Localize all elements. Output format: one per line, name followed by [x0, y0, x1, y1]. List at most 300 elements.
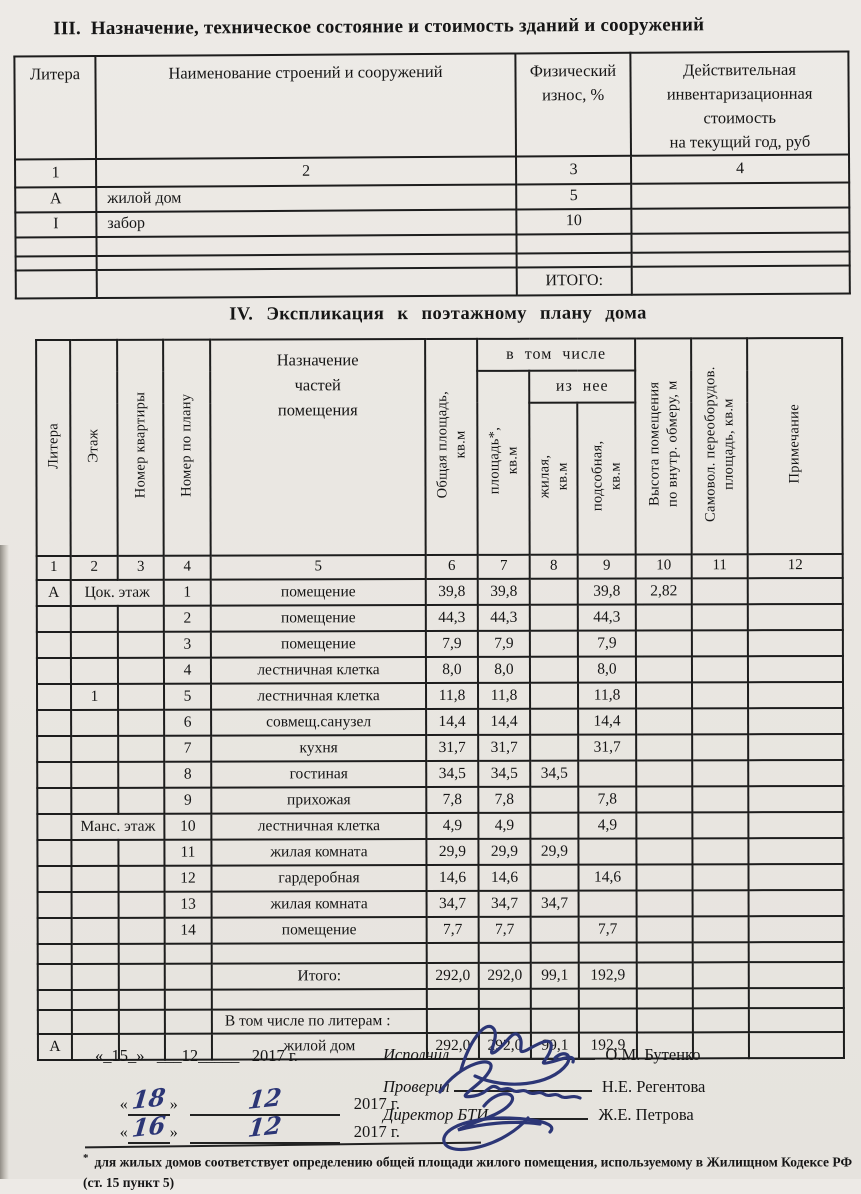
cell-building-name: жилой дом [96, 184, 516, 212]
header-aux-label: подсобная, кв.м [589, 440, 624, 512]
col-number: 11 [692, 554, 748, 578]
empty-cell [97, 267, 517, 298]
total-value [632, 265, 850, 294]
table-row [37, 838, 843, 866]
section-buildings-value [13, 13, 849, 299]
cell-area: 44,3 [478, 605, 530, 631]
empty-cell [427, 989, 479, 1009]
table-row [37, 656, 843, 684]
cell-purpose: лестничная клетка [211, 813, 426, 840]
cell-floor [71, 606, 118, 632]
footnote-text-2: (ст. 15 пункт 5) [83, 1175, 175, 1191]
cell-area: 29,9 [478, 839, 530, 865]
table-row [37, 786, 843, 814]
explication-table [35, 337, 845, 1061]
cell-aux: 8,0 [578, 656, 636, 682]
cell-aux: 14,4 [578, 708, 636, 734]
cell-area: 31,7 [478, 735, 530, 761]
cell-aux: 11,8 [578, 682, 636, 708]
cell-note [749, 1008, 844, 1032]
table-row [37, 682, 843, 710]
cell-living [530, 683, 578, 709]
header-litera: Литера [14, 56, 96, 159]
cell-litera: А [37, 580, 71, 606]
cell-plan-num: 5 [164, 684, 211, 710]
cell-floor [72, 1010, 119, 1034]
cell-note [748, 604, 843, 630]
cell-height [636, 864, 692, 890]
header-flat-number-label: Номер квартиры [132, 392, 149, 499]
empty-cell [16, 256, 97, 270]
date-line-1: «_15_» ___12_____ 2017 г. [95, 1046, 298, 1065]
empty-cell [16, 270, 97, 298]
cell-floor [71, 710, 118, 736]
cell-purpose: помещение [211, 605, 426, 632]
signer-role: Директор БТИ [383, 1105, 489, 1124]
empty-cell [72, 944, 119, 964]
cell-area: 292,0 [479, 1033, 531, 1059]
cell-floor: Цок. этаж [71, 580, 164, 606]
cell-litera [38, 918, 72, 944]
cell-height [636, 812, 692, 838]
cell-total-area: 31,7 [426, 735, 478, 761]
header-physical-wear: Физический износ, % [515, 53, 631, 156]
cell-litera [38, 964, 72, 990]
cell-floor [71, 762, 118, 788]
cell-unauth [692, 864, 748, 890]
header-living-label: жилая, кв.м [536, 454, 571, 499]
cell-flat [118, 840, 164, 866]
cell-litera [37, 658, 71, 684]
total-label: Итого: [212, 963, 427, 990]
col-number: 7 [478, 555, 530, 579]
header-of-it-group: из нее [529, 370, 635, 402]
cell-plan-num: 3 [164, 632, 211, 658]
signer-name: Н.Е. Регентова [601, 1077, 706, 1096]
empty-cell [427, 943, 479, 963]
cell-total-area: 292,0 [427, 963, 479, 989]
cell-total-area: 292,0 [427, 1033, 479, 1059]
cell-note [748, 682, 843, 708]
handwritten-day: 16 [130, 1110, 167, 1143]
cell-flat [118, 606, 164, 632]
cell-plan-num: 11 [164, 840, 211, 866]
col-number: 4 [164, 556, 211, 580]
header-area [477, 371, 529, 555]
cell-aux: 192,9 [579, 962, 637, 988]
cell-unauth [693, 890, 749, 916]
empty-cell [96, 234, 516, 256]
col-number: 5 [211, 555, 426, 580]
cell-area: 7,7 [479, 917, 531, 943]
header-floor-label: Этаж [85, 428, 102, 463]
cell-purpose: жилая комната [212, 891, 427, 918]
cell-purpose: совмещ.санузел [211, 709, 426, 736]
total-row [16, 265, 850, 298]
cell-note [748, 786, 843, 812]
cell-living: 34,5 [530, 761, 578, 787]
cell-aux: 31,7 [578, 734, 636, 760]
cell-litera: I [15, 212, 96, 237]
empty-cell [72, 990, 119, 1010]
cell-plan-num: 7 [164, 736, 211, 762]
col-number: 1 [15, 159, 96, 187]
cell-unauth [692, 786, 748, 812]
header-row-1 [36, 338, 842, 372]
col-number: 6 [426, 555, 478, 579]
cell-height [636, 604, 692, 630]
header-note [747, 338, 843, 554]
cell-plan-num: 9 [164, 788, 211, 814]
cell-floor [71, 632, 118, 658]
cell-aux [579, 890, 637, 916]
cell-aux: 4,9 [578, 812, 636, 838]
cell-total-area: 11,8 [426, 683, 478, 709]
cell-plan-num: 6 [164, 710, 211, 736]
cell-plan-num: 13 [165, 892, 212, 918]
cell-value [631, 207, 849, 233]
cell-litera [37, 632, 71, 658]
header-height [635, 338, 692, 554]
section-explication [35, 303, 843, 1061]
footnote-text: для жилых домов соответствует определению общей площади жилого помещения, используемому в Жилищном Кодексе РФ [94, 1154, 853, 1170]
cell-living [531, 917, 579, 943]
cell-area: 4,9 [478, 813, 530, 839]
cell-total-area: 7,8 [426, 787, 478, 813]
cell-area: 11,8 [478, 683, 530, 709]
cell-purpose: прихожая [211, 787, 426, 814]
cell-area: 14,6 [478, 865, 530, 891]
cell-height [636, 838, 692, 864]
cell-total-area: 4,9 [426, 813, 478, 839]
empty-cell [119, 944, 165, 964]
cell-litera [38, 1010, 72, 1034]
cell-flat [118, 866, 164, 892]
table-row [38, 890, 844, 918]
signer-name: О.М. Бутенко [605, 1045, 701, 1064]
empty-cell [693, 942, 749, 962]
empty-cell [119, 990, 165, 1010]
cell-unauth [692, 682, 748, 708]
cell-area: 7,9 [478, 631, 530, 657]
cell-note [748, 630, 843, 656]
quote-open: « [119, 1096, 128, 1113]
cell-area: 39,8 [478, 579, 530, 605]
cell-unauth [692, 578, 748, 604]
cell-litera: А [15, 187, 96, 212]
cell-note [748, 864, 843, 890]
empty-cell [693, 988, 749, 1008]
cell-height [637, 916, 693, 942]
year-label: 2017 г. [353, 1094, 400, 1113]
section4-title: IV. Экспликация к поэтажному плану дома [229, 303, 647, 325]
cell-wear: 10 [516, 208, 631, 234]
cell-floor [72, 918, 119, 944]
by-litera-row [38, 1008, 844, 1034]
cell-building-name: забор [96, 209, 516, 237]
cell-litera [37, 840, 71, 866]
empty-cell [637, 988, 693, 1008]
cell-floor [72, 892, 119, 918]
year-label: 2017 г. [353, 1122, 400, 1141]
cell-note [748, 578, 843, 604]
table-row [37, 760, 843, 788]
cell-total-area: 29,9 [426, 839, 478, 865]
header-inventory-value: Действительная инвентаризационная стоимость на текущий год, руб [630, 51, 849, 155]
cell-total-area: 8,0 [426, 657, 478, 683]
empty-cell [212, 943, 427, 964]
empty-cell [637, 942, 693, 962]
col-number: 3 [118, 556, 164, 580]
table-row [37, 578, 843, 606]
cell-floor [71, 866, 118, 892]
cell-floor [71, 788, 118, 814]
cell-flat [118, 658, 164, 684]
cell-plan-num: 2 [164, 606, 211, 632]
cell-flat [119, 1010, 165, 1034]
cell-unauth [693, 916, 749, 942]
empty-cell [38, 944, 72, 964]
cell-note [749, 916, 844, 942]
cell-flat [118, 684, 164, 710]
empty-cell [531, 989, 579, 1009]
cell-purpose: жилая комната [211, 839, 426, 866]
cell-purpose: лестничная клетка [211, 683, 426, 710]
by-litera-label: В том числе по литерам : [212, 1009, 427, 1034]
cell-plan-num: 8 [164, 762, 211, 788]
cell-living [530, 709, 578, 735]
cell-aux: 14,6 [578, 864, 636, 890]
cell-living: 99,1 [531, 963, 579, 989]
cell-living [530, 657, 578, 683]
handwritten-month: 12 [246, 1110, 283, 1143]
cell-litera [37, 762, 71, 788]
total-label: ИТОГО: [517, 266, 632, 295]
cell-total-area: 39,8 [426, 579, 478, 605]
cell-aux: 7,8 [578, 786, 636, 812]
cell-note [748, 760, 843, 786]
header-plan-number-label: Номер по плану [178, 393, 195, 497]
cell-flat [119, 964, 165, 990]
cell-unauth [692, 838, 748, 864]
cell-height [636, 760, 692, 786]
handwritten-month: 12 [246, 1082, 283, 1115]
cell-living [530, 605, 578, 631]
cell-flat [118, 632, 164, 658]
cell-wear: 5 [516, 183, 631, 209]
header-unauthorized-label: Самовол. переоборудов. площадь, кв.м [702, 365, 737, 522]
empty-cell [479, 943, 531, 963]
cell-note [748, 656, 843, 682]
header-living [529, 403, 577, 555]
cell-note [748, 708, 843, 734]
cell-unauth [692, 812, 748, 838]
cell-flat [119, 892, 165, 918]
cell-total-area: 14,4 [426, 709, 478, 735]
cell-area: 7,8 [478, 787, 530, 813]
cell-height [636, 708, 692, 734]
cell-purpose: жилой дом [212, 1033, 427, 1060]
empty-cell [749, 942, 844, 962]
empty-cell [479, 989, 531, 1009]
table-row [37, 630, 843, 658]
cell-living [530, 865, 578, 891]
quote-close: » [169, 1124, 178, 1141]
cell-plan-num: 12 [164, 866, 211, 892]
cell-living [530, 813, 578, 839]
cell-purpose: помещение [212, 917, 427, 944]
cell-aux [578, 760, 636, 786]
cell-purpose: кухня [211, 735, 426, 762]
empty-cell [15, 237, 96, 256]
empty-cell [212, 989, 427, 1010]
col-number: 12 [748, 554, 843, 578]
col-number: 4 [631, 154, 849, 183]
cell-plan-num: 4 [164, 658, 211, 684]
cell-litera [38, 892, 72, 918]
cell-purpose: гардеробная [211, 865, 426, 892]
header-litera-label: Литера [45, 422, 62, 469]
numbering-row [37, 554, 843, 580]
cell-litera [37, 788, 71, 814]
cell-unauth [692, 630, 748, 656]
signer-role: Исполнил [383, 1045, 450, 1064]
section3-title: III. Назначение, техническое состояние и стоимость зданий и сооружений [53, 14, 705, 40]
cell-living [530, 735, 578, 761]
table-row [37, 734, 843, 762]
cell-flat [119, 918, 165, 944]
cell-floor: Манс. этаж [71, 814, 164, 840]
cell-unauth [692, 656, 748, 682]
cell-aux: 7,9 [578, 630, 636, 656]
empty-cell [579, 988, 637, 1008]
cell-total-area: 7,9 [426, 631, 478, 657]
cell-area: 14,4 [478, 709, 530, 735]
empty-row [38, 942, 844, 964]
col-number: 3 [516, 155, 631, 184]
cell-living [530, 787, 578, 813]
cell-value [631, 182, 849, 208]
cell-total-area: 7,7 [427, 917, 479, 943]
header-row [14, 51, 849, 159]
empty-cell [632, 251, 850, 266]
table-row [37, 708, 843, 736]
header-note-label: Примечание [786, 403, 803, 484]
cell-height [636, 656, 692, 682]
cell-living: 34,7 [531, 891, 579, 917]
cell-height [637, 962, 693, 988]
cell-litera: А [38, 1034, 72, 1060]
cell-litera [37, 606, 71, 632]
cell-note [748, 734, 843, 760]
signer-role: Проверил [383, 1077, 450, 1096]
table-row [38, 916, 844, 944]
cell-plan-num: 14 [165, 918, 212, 944]
empty-cell [749, 988, 844, 1008]
cell-height [636, 682, 692, 708]
day-slot [128, 1110, 170, 1144]
header-total-area [425, 339, 478, 555]
cell-height [637, 1008, 693, 1032]
col-number: 1 [37, 556, 71, 580]
cell-height: 2,82 [636, 578, 692, 604]
cell-plan-num [165, 964, 212, 990]
header-total-area-label: Общая площадь, кв.м [434, 390, 469, 499]
cell-height [636, 630, 692, 656]
cell-plan-num: 1 [164, 580, 211, 606]
empty-cell [516, 233, 631, 253]
table-row [37, 604, 843, 632]
header-plan-number [163, 340, 211, 556]
empty-cell [517, 252, 632, 267]
table-row [37, 864, 843, 892]
header-unauthorized [691, 338, 748, 554]
cell-living [530, 631, 578, 657]
cell-note [749, 962, 844, 988]
cell-note [748, 812, 843, 838]
cell-purpose: помещение [211, 631, 426, 658]
header-flat-number [117, 340, 164, 556]
cell-plan-num [165, 1010, 212, 1034]
cell-area: 34,5 [478, 761, 530, 787]
cell-note [749, 890, 844, 916]
cell-floor: 1 [71, 684, 118, 710]
footnote-marker: * [83, 1152, 89, 1164]
cell-floor [71, 736, 118, 762]
cell-area: 292,0 [479, 963, 531, 989]
header-floor [70, 340, 118, 556]
cell-total-area: 14,6 [426, 865, 478, 891]
handwritten-day: 18 [130, 1082, 167, 1115]
cell-litera [37, 736, 71, 762]
cell-purpose: гостиная [211, 761, 426, 788]
cell-litera [37, 866, 71, 892]
cell-flat [118, 788, 164, 814]
cell-litera [37, 814, 71, 840]
cell-unauth [693, 962, 749, 988]
signer-name: Ж.Е. Петрова [598, 1105, 694, 1124]
cell-plan-num: 10 [164, 814, 211, 840]
cell-total-area: 44,3 [426, 605, 478, 631]
month-slot [190, 1110, 340, 1144]
cell-unauth [692, 604, 748, 630]
empty-row [38, 988, 844, 1010]
col-number: 2 [71, 556, 118, 580]
cell-area: 34,7 [479, 891, 531, 917]
empty-cell [579, 942, 637, 962]
col-number: 2 [96, 156, 516, 187]
cell-aux [578, 838, 636, 864]
table-row [37, 812, 843, 840]
empty-cell [165, 990, 212, 1010]
cell-aux: 192,9 [579, 1032, 637, 1058]
cell-unauth [692, 734, 748, 760]
cell-living: 99,1 [531, 1033, 579, 1059]
cell-flat [118, 736, 164, 762]
cell-height [637, 890, 693, 916]
cell-area: 8,0 [478, 657, 530, 683]
empty-cell [631, 232, 849, 252]
cell-total-area: 34,5 [426, 761, 478, 787]
cell-aux: 44,3 [578, 604, 636, 630]
header-height-label: Высота помещения по внутр. обмеру, м [646, 380, 681, 508]
cell-note [748, 838, 843, 864]
cell-unauth [693, 1008, 749, 1032]
signature-director [428, 1084, 598, 1158]
cell-living: 29,9 [530, 839, 578, 865]
cell-purpose: помещение [211, 579, 426, 606]
cell-floor [71, 658, 118, 684]
